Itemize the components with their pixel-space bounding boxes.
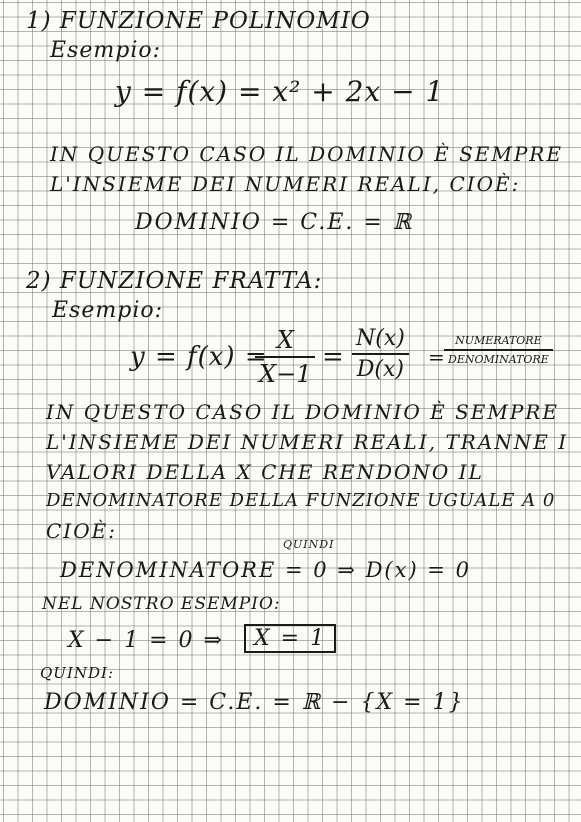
fraction2-bar — [352, 353, 409, 355]
section1-formula: y = f(x) = x² + 2x − 1 — [115, 75, 445, 108]
section2-example-label: Esempio: — [52, 298, 164, 323]
denominator-condition: DENOMINATORE = 0 ⇒ D(x) = 0 — [60, 558, 471, 582]
section2-formula-lhs: y = f(x) = — [130, 342, 268, 372]
solution-box-x-equals-1: X = 1 — [244, 624, 336, 653]
section2-heading: 2) FUNZIONE FRATTA: — [26, 268, 323, 294]
section1-line2: L'INSIEME DEI NUMERI REALI, CIOÈ: — [50, 172, 521, 196]
fraction-n-over-d — [352, 326, 409, 382]
fraction-x-over-x-minus-1 — [255, 326, 315, 388]
section1-line1: IN QUESTO CASO IL DOMINIO È SEMPRE — [50, 142, 563, 166]
section1-example-label: Esempio: — [50, 38, 162, 63]
fraction1-bar — [255, 356, 315, 358]
equals-sign-1: = — [322, 342, 345, 372]
nel-nostro-esempio: NEL NOSTRO ESEMPIO: — [42, 594, 281, 614]
fraction-numeratore-denominatore — [444, 334, 553, 366]
section2-line1: IN QUESTO CASO IL DOMINIO È SEMPRE — [46, 400, 559, 424]
final-domain: DOMINIO = C.E. = ℝ − {X = 1} — [44, 690, 465, 715]
fraction1-numerator: X — [276, 326, 294, 354]
fraction3-denominator: DENOMINATORE — [448, 353, 549, 366]
section2-line2: L'INSIEME DEI NUMERI REALI, TRANNE I — [46, 430, 569, 454]
section2-line4: DENOMINATORE DELLA FUNZIONE UGUALE A 0 — [46, 490, 556, 511]
fraction3-bar — [444, 349, 553, 351]
section2-line5: CIOÈ: — [46, 519, 117, 543]
section2-line3: VALORI DELLA X CHE RENDONO IL — [46, 460, 484, 484]
equation-x-minus-1: X − 1 = 0 ⇒ — [68, 628, 224, 653]
equals-sign-2: = — [428, 345, 446, 369]
fraction3-numerator: NUMERATORE — [455, 334, 542, 347]
fraction1-denominator: X−1 — [259, 360, 312, 388]
fraction2-numerator: N(x) — [356, 326, 405, 351]
fraction2-denominator: D(x) — [356, 357, 405, 382]
quindi-label: QUINDI: — [40, 664, 114, 682]
section1-domain: DOMINIO = C.E. = ℝ — [135, 210, 414, 235]
quindi-small-label: QUINDI — [283, 538, 335, 551]
section1-heading: 1) FUNZIONE POLINOMIO — [26, 8, 371, 34]
